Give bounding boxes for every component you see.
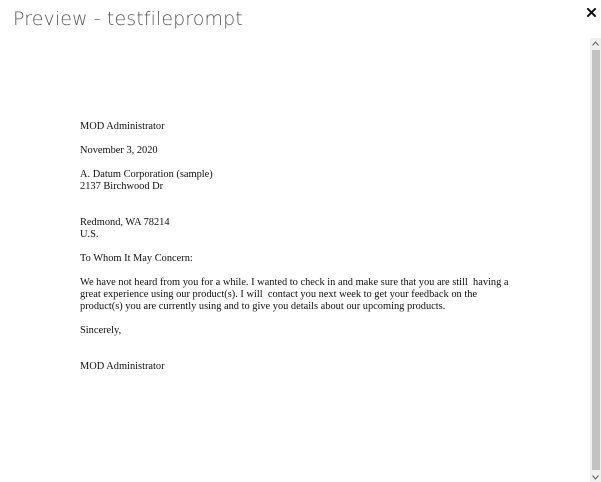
vertical-scrollbar[interactable] xyxy=(590,38,601,482)
window-title: Preview - testfileprompt xyxy=(13,8,243,30)
close-icon xyxy=(587,8,596,17)
document-page xyxy=(80,121,520,373)
scrollbar-thumb[interactable] xyxy=(592,50,600,470)
close-button[interactable] xyxy=(583,4,599,20)
letter-date: November 3, 2020 xyxy=(80,145,158,156)
closing: Sincerely, xyxy=(80,325,122,336)
address-line-1: 2137 Birchwood Dr xyxy=(80,181,164,192)
recipient-company: A. Datum Corporation (sample) xyxy=(80,169,213,180)
scroll-up-button[interactable] xyxy=(590,38,601,48)
address-line-3: U.S. xyxy=(80,229,99,240)
signature: MOD Administrator xyxy=(80,361,165,372)
document-viewer[interactable] xyxy=(0,38,590,482)
arrow-up-icon xyxy=(592,41,599,46)
address-line-2: Redmond, WA 78214 xyxy=(80,217,170,228)
body-line-2: great experience using our product(s). I will contact you next week to get your feedback on the xyxy=(80,289,478,300)
salutation: To Whom It May Concern: xyxy=(80,253,193,264)
body-line-3: product(s) you are currently using and to give you details about our upcoming products. xyxy=(80,301,446,312)
arrow-down-icon xyxy=(592,475,599,480)
body-line-1: We have not heard from you for a while. I wanted to check in and make sure that you are still having a xyxy=(80,277,509,288)
sender-name: MOD Administrator xyxy=(80,121,165,132)
scroll-down-button[interactable] xyxy=(590,472,601,482)
